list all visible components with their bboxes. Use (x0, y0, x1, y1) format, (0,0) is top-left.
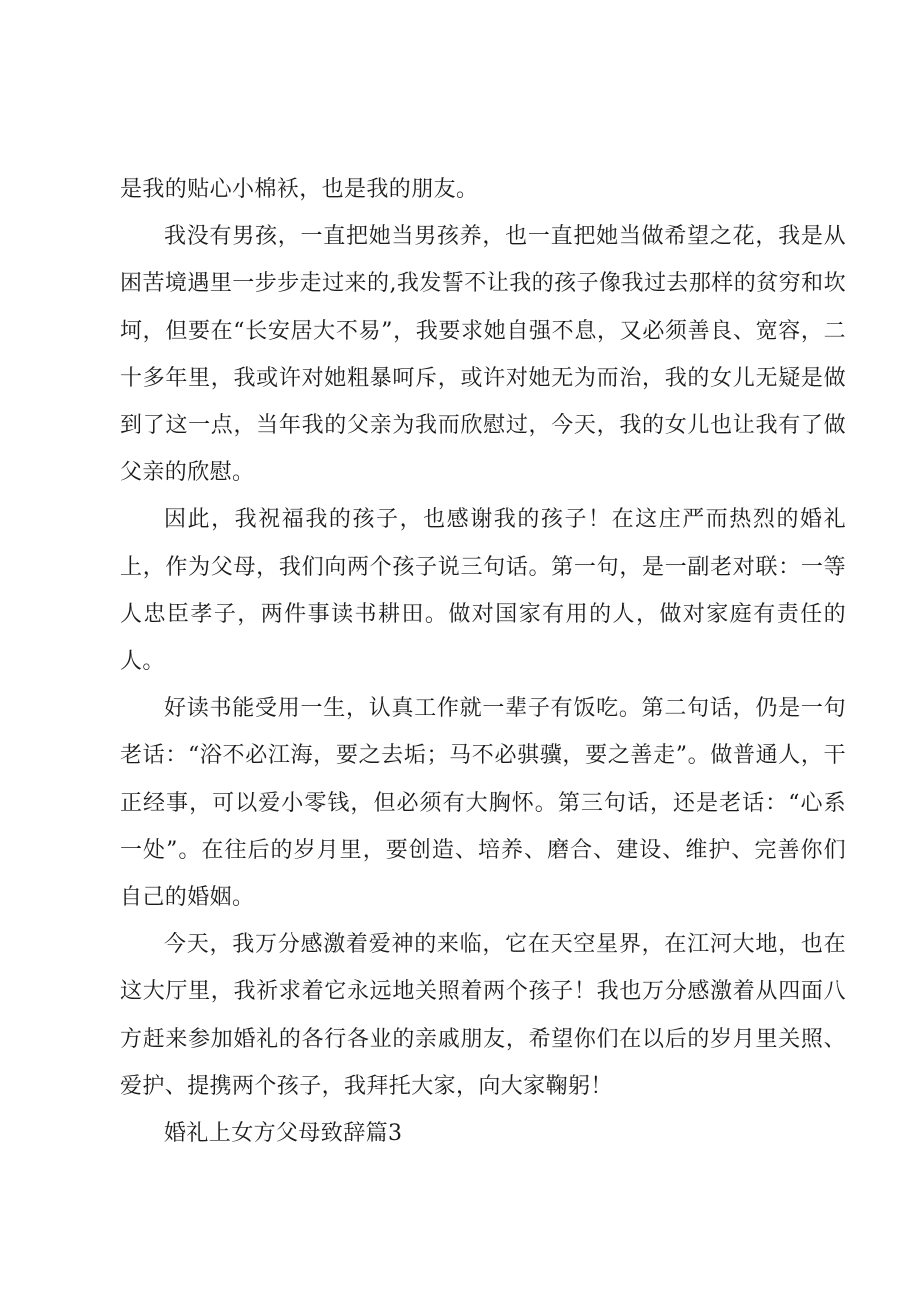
paragraph-continuation: 是我的贴心小棉袄，也是我的朋友。 (120, 177, 479, 202)
section-heading: 婚礼上女方父母致辞篇3 (164, 1121, 403, 1147)
document-body (120, 166, 846, 1157)
paragraph-blessing: 因此，我祝福我的孩子，也感谢我的孩子！在这庄严而热烈的婚礼上，作为父母，我们向两个孩子说三句话。第一句，是一副老对联：一等人忠臣孝子，两件事读书耕田。做对国家有用的人，做对家庭有责任的人。 (120, 507, 846, 675)
paragraph-reading: 好读书能受用一生，认真工作就一辈子有饭吃。第二句话，仍是一句老话：“浴不必江海，要之去垢；马不必骐骥，要之善走”。做普通人，干正经事，可以爱小零钱，但必须有大胸怀。第三句话，还是老话：“心系一处”。在往后的岁月里，要创造、培养、磨合、建设、维护、完善你们自己的婚姻。 (120, 696, 846, 911)
paragraph-no-son: 我没有男孩，一直把她当男孩养，也一直把她当做希望之花，我是从困苦境遇里一步步走过来的,我发誓不让我的孩子像我过去那样的贫穷和坎坷，但要在“长安居大不易”，我要求她自强不息，又必须善良、宽容，二十多年里，我或许对她粗暴呵斥，或许对她无为而治，我的女儿无疑是做到了这一点，当年我的父亲为我而欣慰过，今天，我的女儿也让我有了做父亲的欣慰。 (120, 224, 846, 486)
paragraph-gratitude: 今天，我万分感激着爱神的来临，它在天空星界，在江河大地，也在这大厅里，我祈求着它永远地关照着两个孩子！我也万分感激着从四面八方赶来参加婚礼的各行各业的亲戚朋友，希望你们在以后的岁月里关照、爱护、提携两个孩子，我拜托大家，向大家鞠躬！ (120, 932, 846, 1099)
